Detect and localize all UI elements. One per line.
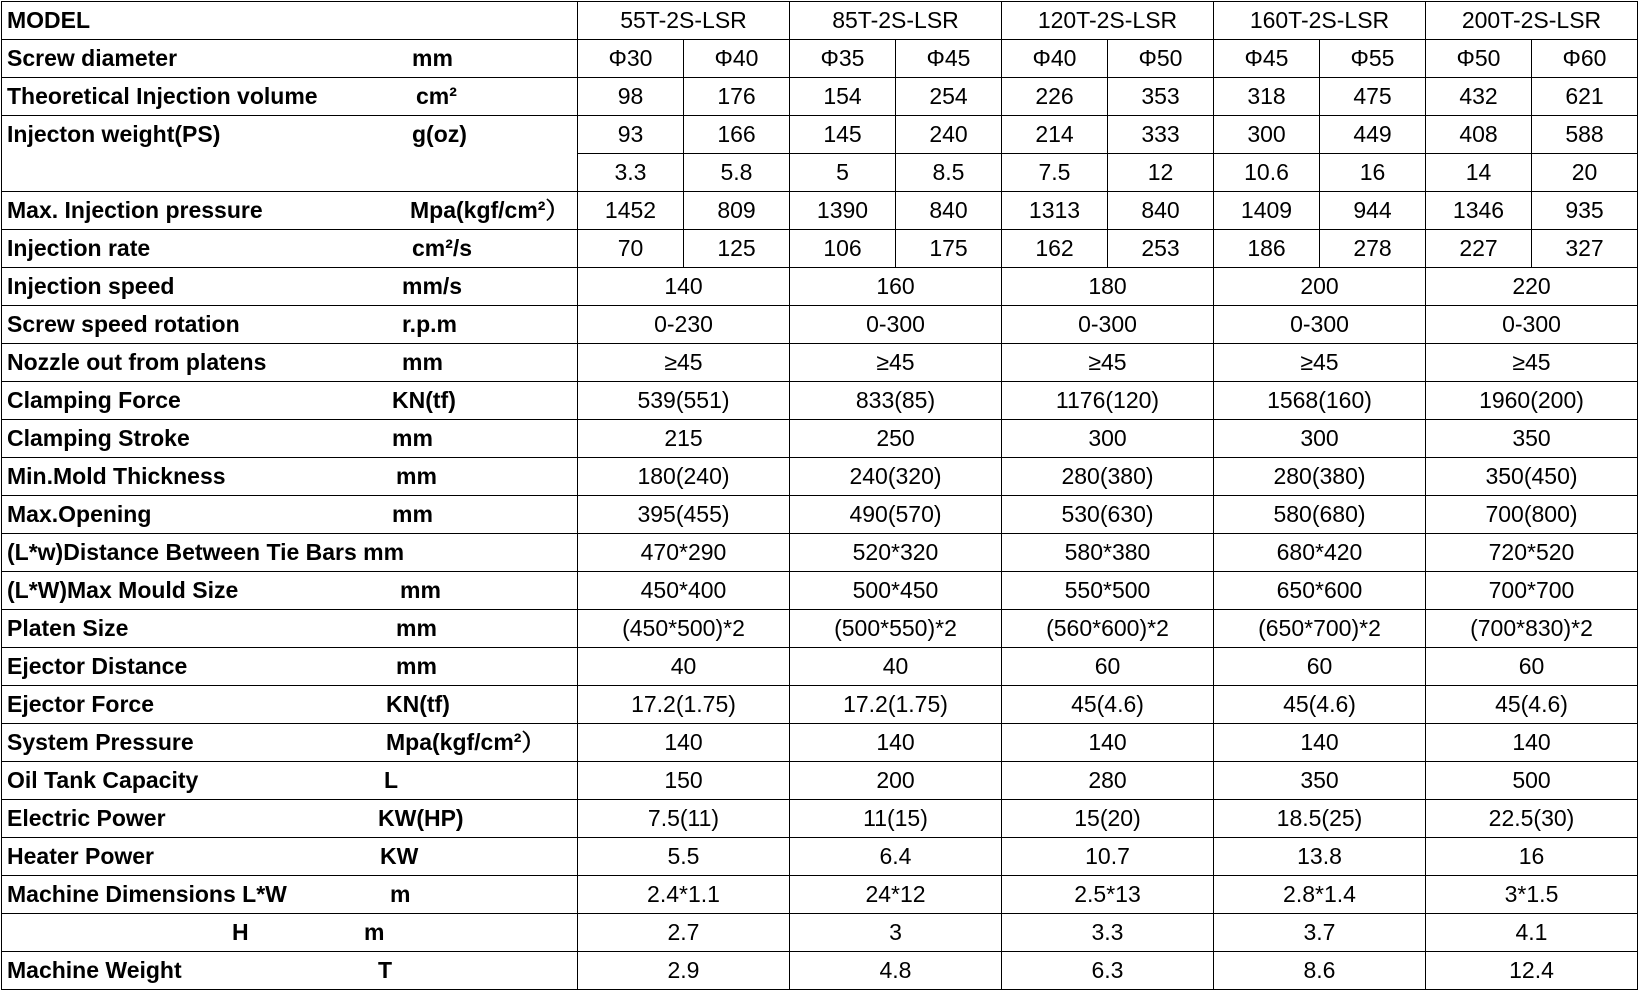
table-row bbox=[2, 952, 1638, 990]
table-cell: 1390 bbox=[790, 192, 896, 230]
table-cell: 550*500 bbox=[1002, 572, 1214, 610]
table-cell: ≥45 bbox=[790, 344, 1002, 382]
table-row bbox=[2, 610, 1638, 648]
table-cell: Φ40 bbox=[684, 40, 790, 78]
row-label-oil-tank bbox=[2, 762, 578, 800]
row-label-heater-power bbox=[2, 838, 578, 876]
table-cell: 20 bbox=[1532, 154, 1638, 192]
row-label-text: Electric Power bbox=[7, 805, 166, 831]
table-cell: 1176(120) bbox=[1002, 382, 1214, 420]
row-unit-text: mm bbox=[400, 577, 441, 603]
row-label-text: Injection speed bbox=[7, 273, 175, 299]
table-cell: 5.8 bbox=[684, 154, 790, 192]
table-cell: Φ45 bbox=[896, 40, 1002, 78]
table-cell: 944 bbox=[1320, 192, 1426, 230]
row-unit-text: KN(tf) bbox=[392, 387, 456, 413]
row-label-injection-weight bbox=[2, 116, 578, 192]
table-cell: 450*400 bbox=[578, 572, 790, 610]
table-cell: 500 bbox=[1426, 762, 1638, 800]
table-cell: 166 bbox=[684, 116, 790, 154]
table-cell: 5.5 bbox=[578, 838, 790, 876]
row-label-text: Theoretical Injection volume bbox=[7, 83, 318, 109]
table-cell: 935 bbox=[1532, 192, 1638, 230]
table-cell: 176 bbox=[684, 78, 790, 116]
table-cell: 175 bbox=[896, 230, 1002, 268]
table-cell: 0-300 bbox=[1214, 306, 1426, 344]
row-label-text: Screw diameter bbox=[7, 45, 178, 71]
table-cell: 40 bbox=[790, 648, 1002, 686]
table-cell: 700(800) bbox=[1426, 496, 1638, 534]
row-unit-text: mm bbox=[412, 45, 453, 71]
table-cell: 10.7 bbox=[1002, 838, 1214, 876]
table-row bbox=[2, 420, 1638, 458]
table-row bbox=[2, 762, 1638, 800]
table-cell: 140 bbox=[1002, 724, 1214, 762]
table-cell: 6.4 bbox=[790, 838, 1002, 876]
row-unit-text: L bbox=[384, 767, 399, 793]
spec-table bbox=[1, 1, 1638, 990]
table-cell: ≥45 bbox=[1214, 344, 1426, 382]
table-cell: 3.3 bbox=[578, 154, 684, 192]
row-unit-text: Mpa(kgf/cm²） bbox=[386, 729, 545, 755]
row-label-text: Screw speed rotation bbox=[7, 311, 240, 337]
row-label-ejector-distance bbox=[2, 648, 578, 686]
row-unit-text: mm bbox=[396, 615, 437, 641]
row-label-system-pressure bbox=[2, 724, 578, 762]
row-label-injection-pressure bbox=[2, 192, 578, 230]
row-unit-text: g(oz) bbox=[412, 121, 467, 147]
table-cell: 160 bbox=[790, 268, 1002, 306]
table-cell: 470*290 bbox=[578, 534, 790, 572]
table-cell: 3.3 bbox=[1002, 914, 1214, 952]
row-label-tie-bars bbox=[2, 534, 578, 572]
table-cell: 350 bbox=[1214, 762, 1426, 800]
table-cell: 621 bbox=[1532, 78, 1638, 116]
row-unit-text: mm bbox=[392, 501, 433, 527]
table-cell: 12.4 bbox=[1426, 952, 1638, 990]
row-label-max-mould bbox=[2, 572, 578, 610]
table-row bbox=[2, 724, 1638, 762]
table-cell: 4.8 bbox=[790, 952, 1002, 990]
table-cell: 650*600 bbox=[1214, 572, 1426, 610]
row-unit-text: T bbox=[378, 957, 393, 983]
table-cell: 162 bbox=[1002, 230, 1108, 268]
table-cell: 70 bbox=[578, 230, 684, 268]
table-cell: 145 bbox=[790, 116, 896, 154]
table-row bbox=[2, 838, 1638, 876]
table-cell: Φ60 bbox=[1532, 40, 1638, 78]
table-cell: 60 bbox=[1002, 648, 1214, 686]
table-cell: 0-300 bbox=[1002, 306, 1214, 344]
table-cell: 475 bbox=[1320, 78, 1426, 116]
model-name: 160T-2S-LSR bbox=[1214, 2, 1426, 40]
table-row bbox=[2, 192, 1638, 230]
table-cell: 720*520 bbox=[1426, 534, 1638, 572]
table-cell: (560*600)*2 bbox=[1002, 610, 1214, 648]
table-cell: 200 bbox=[1214, 268, 1426, 306]
table-cell: 15(20) bbox=[1002, 800, 1214, 838]
table-cell: Φ35 bbox=[790, 40, 896, 78]
row-label-text: Max. Injection pressure bbox=[7, 197, 263, 223]
row-label-text: Ejector Distance bbox=[7, 653, 188, 679]
table-cell: 840 bbox=[1108, 192, 1214, 230]
table-cell: 154 bbox=[790, 78, 896, 116]
table-cell: (500*550)*2 bbox=[790, 610, 1002, 648]
table-cell: 2.4*1.1 bbox=[578, 876, 790, 914]
table-cell: 833(85) bbox=[790, 382, 1002, 420]
row-label-injection-speed bbox=[2, 268, 578, 306]
table-row bbox=[2, 268, 1638, 306]
table-cell: 300 bbox=[1214, 420, 1426, 458]
row-unit-text: cm² bbox=[416, 83, 457, 109]
table-cell: 8.6 bbox=[1214, 952, 1426, 990]
model-header-label: MODEL bbox=[2, 2, 578, 40]
table-row bbox=[2, 572, 1638, 610]
table-cell: ≥45 bbox=[1002, 344, 1214, 382]
table-cell: 17.2(1.75) bbox=[578, 686, 790, 724]
table-cell: 280(380) bbox=[1214, 458, 1426, 496]
table-cell: (450*500)*2 bbox=[578, 610, 790, 648]
table-cell: 140 bbox=[1214, 724, 1426, 762]
row-label-text: System Pressure bbox=[7, 729, 194, 755]
table-cell: 125 bbox=[684, 230, 790, 268]
table-row bbox=[2, 458, 1638, 496]
row-unit-text: r.p.m bbox=[402, 311, 457, 337]
table-cell: 14 bbox=[1426, 154, 1532, 192]
table-cell: 408 bbox=[1426, 116, 1532, 154]
table-cell: 300 bbox=[1002, 420, 1214, 458]
table-cell: 840 bbox=[896, 192, 1002, 230]
table-cell: 7.5(11) bbox=[578, 800, 790, 838]
table-cell: Φ30 bbox=[578, 40, 684, 78]
table-cell: (700*830)*2 bbox=[1426, 610, 1638, 648]
table-cell: 22.5(30) bbox=[1426, 800, 1638, 838]
table-cell: 588 bbox=[1532, 116, 1638, 154]
row-unit-text: KW(HP) bbox=[378, 805, 464, 831]
table-cell: 45(4.6) bbox=[1426, 686, 1638, 724]
table-cell: 318 bbox=[1214, 78, 1320, 116]
table-cell: 432 bbox=[1426, 78, 1532, 116]
table-cell: ≥45 bbox=[1426, 344, 1638, 382]
table-cell: 140 bbox=[790, 724, 1002, 762]
table-cell: 2.9 bbox=[578, 952, 790, 990]
table-cell: 353 bbox=[1108, 78, 1214, 116]
table-cell: 60 bbox=[1214, 648, 1426, 686]
table-cell: 580*380 bbox=[1002, 534, 1214, 572]
row-label-dimensions-h bbox=[2, 914, 578, 952]
model-name: 200T-2S-LSR bbox=[1426, 2, 1638, 40]
table-cell: 6.3 bbox=[1002, 952, 1214, 990]
table-cell: 186 bbox=[1214, 230, 1320, 268]
table-cell: 215 bbox=[578, 420, 790, 458]
table-row bbox=[2, 230, 1638, 268]
table-cell: 98 bbox=[578, 78, 684, 116]
table-cell: 11(15) bbox=[790, 800, 1002, 838]
table-cell: 0-300 bbox=[790, 306, 1002, 344]
table-cell: 40 bbox=[578, 648, 790, 686]
table-cell: 500*450 bbox=[790, 572, 1002, 610]
table-cell: 1452 bbox=[578, 192, 684, 230]
table-row bbox=[2, 800, 1638, 838]
table-cell: 3 bbox=[790, 914, 1002, 952]
row-unit-text: KN(tf) bbox=[386, 691, 450, 717]
table-cell: 280(380) bbox=[1002, 458, 1214, 496]
table-cell: 220 bbox=[1426, 268, 1638, 306]
table-cell: Φ45 bbox=[1214, 40, 1320, 78]
model-name: 55T-2S-LSR bbox=[578, 2, 790, 40]
table-cell: 17.2(1.75) bbox=[790, 686, 1002, 724]
table-cell: 700*700 bbox=[1426, 572, 1638, 610]
table-cell: 809 bbox=[684, 192, 790, 230]
table-cell: 350(450) bbox=[1426, 458, 1638, 496]
table-cell: 12 bbox=[1108, 154, 1214, 192]
table-cell: 0-230 bbox=[578, 306, 790, 344]
table-row bbox=[2, 914, 1638, 952]
row-unit-text: mm bbox=[402, 349, 443, 375]
row-label-text: Clamping Force bbox=[7, 387, 181, 413]
table-cell: 520*320 bbox=[790, 534, 1002, 572]
table-cell: 327 bbox=[1532, 230, 1638, 268]
row-unit-text: m bbox=[364, 919, 385, 945]
table-cell: 0-300 bbox=[1426, 306, 1638, 344]
table-row bbox=[2, 2, 1638, 40]
row-unit-text: Mpa(kgf/cm²） bbox=[410, 197, 569, 223]
table-cell: 1409 bbox=[1214, 192, 1320, 230]
table-cell: 280 bbox=[1002, 762, 1214, 800]
table-cell: 1568(160) bbox=[1214, 382, 1426, 420]
table-cell: 140 bbox=[578, 724, 790, 762]
row-label-text: Ejector Force bbox=[7, 691, 154, 717]
row-label-dimensions-lw bbox=[2, 876, 578, 914]
row-label-text: Injection rate bbox=[7, 235, 151, 261]
table-cell: 3.7 bbox=[1214, 914, 1426, 952]
table-cell: 24*12 bbox=[790, 876, 1002, 914]
table-cell: 580(680) bbox=[1214, 496, 1426, 534]
table-row bbox=[2, 306, 1638, 344]
table-cell: 140 bbox=[1426, 724, 1638, 762]
table-cell: 254 bbox=[896, 78, 1002, 116]
table-cell: Φ50 bbox=[1426, 40, 1532, 78]
model-name: 120T-2S-LSR bbox=[1002, 2, 1214, 40]
table-row bbox=[2, 40, 1638, 78]
row-label-text: (L*w)Distance Between Tie Bars mm bbox=[7, 539, 405, 565]
table-cell: 214 bbox=[1002, 116, 1108, 154]
model-name: 85T-2S-LSR bbox=[790, 2, 1002, 40]
table-cell: 2.8*1.4 bbox=[1214, 876, 1426, 914]
table-cell: 253 bbox=[1108, 230, 1214, 268]
table-cell: 490(570) bbox=[790, 496, 1002, 534]
table-cell: 530(630) bbox=[1002, 496, 1214, 534]
table-cell: 16 bbox=[1426, 838, 1638, 876]
table-cell: Φ55 bbox=[1320, 40, 1426, 78]
row-label-text: Nozzle out from platens bbox=[7, 349, 267, 375]
table-row bbox=[2, 648, 1638, 686]
table-cell: 3*1.5 bbox=[1426, 876, 1638, 914]
row-label-text: Min.Mold Thickness bbox=[7, 463, 226, 489]
row-label-clamping-stroke bbox=[2, 420, 578, 458]
table-cell: 300 bbox=[1214, 116, 1320, 154]
row-label-machine-weight bbox=[2, 952, 578, 990]
table-cell: 4.1 bbox=[1426, 914, 1638, 952]
table-cell: 2.5*13 bbox=[1002, 876, 1214, 914]
table-cell: 1313 bbox=[1002, 192, 1108, 230]
table-cell: 350 bbox=[1426, 420, 1638, 458]
row-label-text: Clamping Stroke bbox=[7, 425, 190, 451]
table-cell: 60 bbox=[1426, 648, 1638, 686]
row-label-platen-size bbox=[2, 610, 578, 648]
table-row bbox=[2, 344, 1638, 382]
row-label-text: (L*W)Max Mould Size bbox=[7, 577, 239, 603]
row-label-clamping-force bbox=[2, 382, 578, 420]
row-label-max-opening bbox=[2, 496, 578, 534]
table-cell: 539(551) bbox=[578, 382, 790, 420]
table-cell: 180 bbox=[1002, 268, 1214, 306]
table-cell: 200 bbox=[790, 762, 1002, 800]
table-cell: 395(455) bbox=[578, 496, 790, 534]
row-label-screw-diameter bbox=[2, 40, 578, 78]
row-label-text: Max.Opening bbox=[7, 501, 152, 527]
row-label-ejector-force bbox=[2, 686, 578, 724]
row-label-text: H bbox=[232, 919, 249, 945]
table-cell: 180(240) bbox=[578, 458, 790, 496]
table-cell: 106 bbox=[790, 230, 896, 268]
table-row bbox=[2, 116, 1638, 154]
table-cell: 1346 bbox=[1426, 192, 1532, 230]
table-row bbox=[2, 382, 1638, 420]
row-label-text: Oil Tank Capacity bbox=[7, 767, 199, 793]
table-cell: 1960(200) bbox=[1426, 382, 1638, 420]
table-cell: 140 bbox=[578, 268, 790, 306]
table-row bbox=[2, 496, 1638, 534]
table-cell: 18.5(25) bbox=[1214, 800, 1426, 838]
table-cell: 45(4.6) bbox=[1002, 686, 1214, 724]
table-cell: ≥45 bbox=[578, 344, 790, 382]
table-cell: 150 bbox=[578, 762, 790, 800]
table-cell: 333 bbox=[1108, 116, 1214, 154]
table-cell: Φ50 bbox=[1108, 40, 1214, 78]
table-cell: 2.7 bbox=[578, 914, 790, 952]
table-row bbox=[2, 78, 1638, 116]
table-cell: 10.6 bbox=[1214, 154, 1320, 192]
spec-table-body bbox=[2, 2, 1638, 990]
table-cell: (650*700)*2 bbox=[1214, 610, 1426, 648]
table-cell: 680*420 bbox=[1214, 534, 1426, 572]
table-row bbox=[2, 534, 1638, 572]
row-unit-text: cm²/s bbox=[412, 235, 473, 261]
row-unit-text: m bbox=[390, 881, 411, 907]
row-unit-text: mm bbox=[392, 425, 433, 451]
table-cell: 93 bbox=[578, 116, 684, 154]
table-row bbox=[2, 876, 1638, 914]
row-label-min-mold bbox=[2, 458, 578, 496]
table-cell: 227 bbox=[1426, 230, 1532, 268]
table-cell: 240 bbox=[896, 116, 1002, 154]
row-label-injection-rate bbox=[2, 230, 578, 268]
row-label-injection-volume bbox=[2, 78, 578, 116]
table-cell: 226 bbox=[1002, 78, 1108, 116]
table-row bbox=[2, 686, 1638, 724]
row-unit-text: mm bbox=[396, 653, 437, 679]
table-cell: 449 bbox=[1320, 116, 1426, 154]
table-cell: 8.5 bbox=[896, 154, 1002, 192]
table-cell: 250 bbox=[790, 420, 1002, 458]
table-cell: 13.8 bbox=[1214, 838, 1426, 876]
table-cell: 16 bbox=[1320, 154, 1426, 192]
row-label-screw-rotation bbox=[2, 306, 578, 344]
table-cell: 240(320) bbox=[790, 458, 1002, 496]
row-label-electric-power bbox=[2, 800, 578, 838]
row-label-nozzle-out bbox=[2, 344, 578, 382]
row-label-text: Heater Power bbox=[7, 843, 155, 869]
row-unit-text: mm/s bbox=[402, 273, 463, 299]
row-label-text: Machine Dimensions L*W bbox=[7, 881, 287, 907]
row-label-text: Injecton weight(PS) bbox=[7, 121, 221, 147]
table-cell: Φ40 bbox=[1002, 40, 1108, 78]
table-cell: 5 bbox=[790, 154, 896, 192]
table-cell: 278 bbox=[1320, 230, 1426, 268]
table-cell: 45(4.6) bbox=[1214, 686, 1426, 724]
table-cell: 7.5 bbox=[1002, 154, 1108, 192]
row-label-text: Machine Weight bbox=[7, 957, 182, 983]
row-label-text: Platen Size bbox=[7, 615, 129, 641]
row-unit-text: mm bbox=[396, 463, 437, 489]
row-unit-text: KW bbox=[380, 843, 419, 869]
